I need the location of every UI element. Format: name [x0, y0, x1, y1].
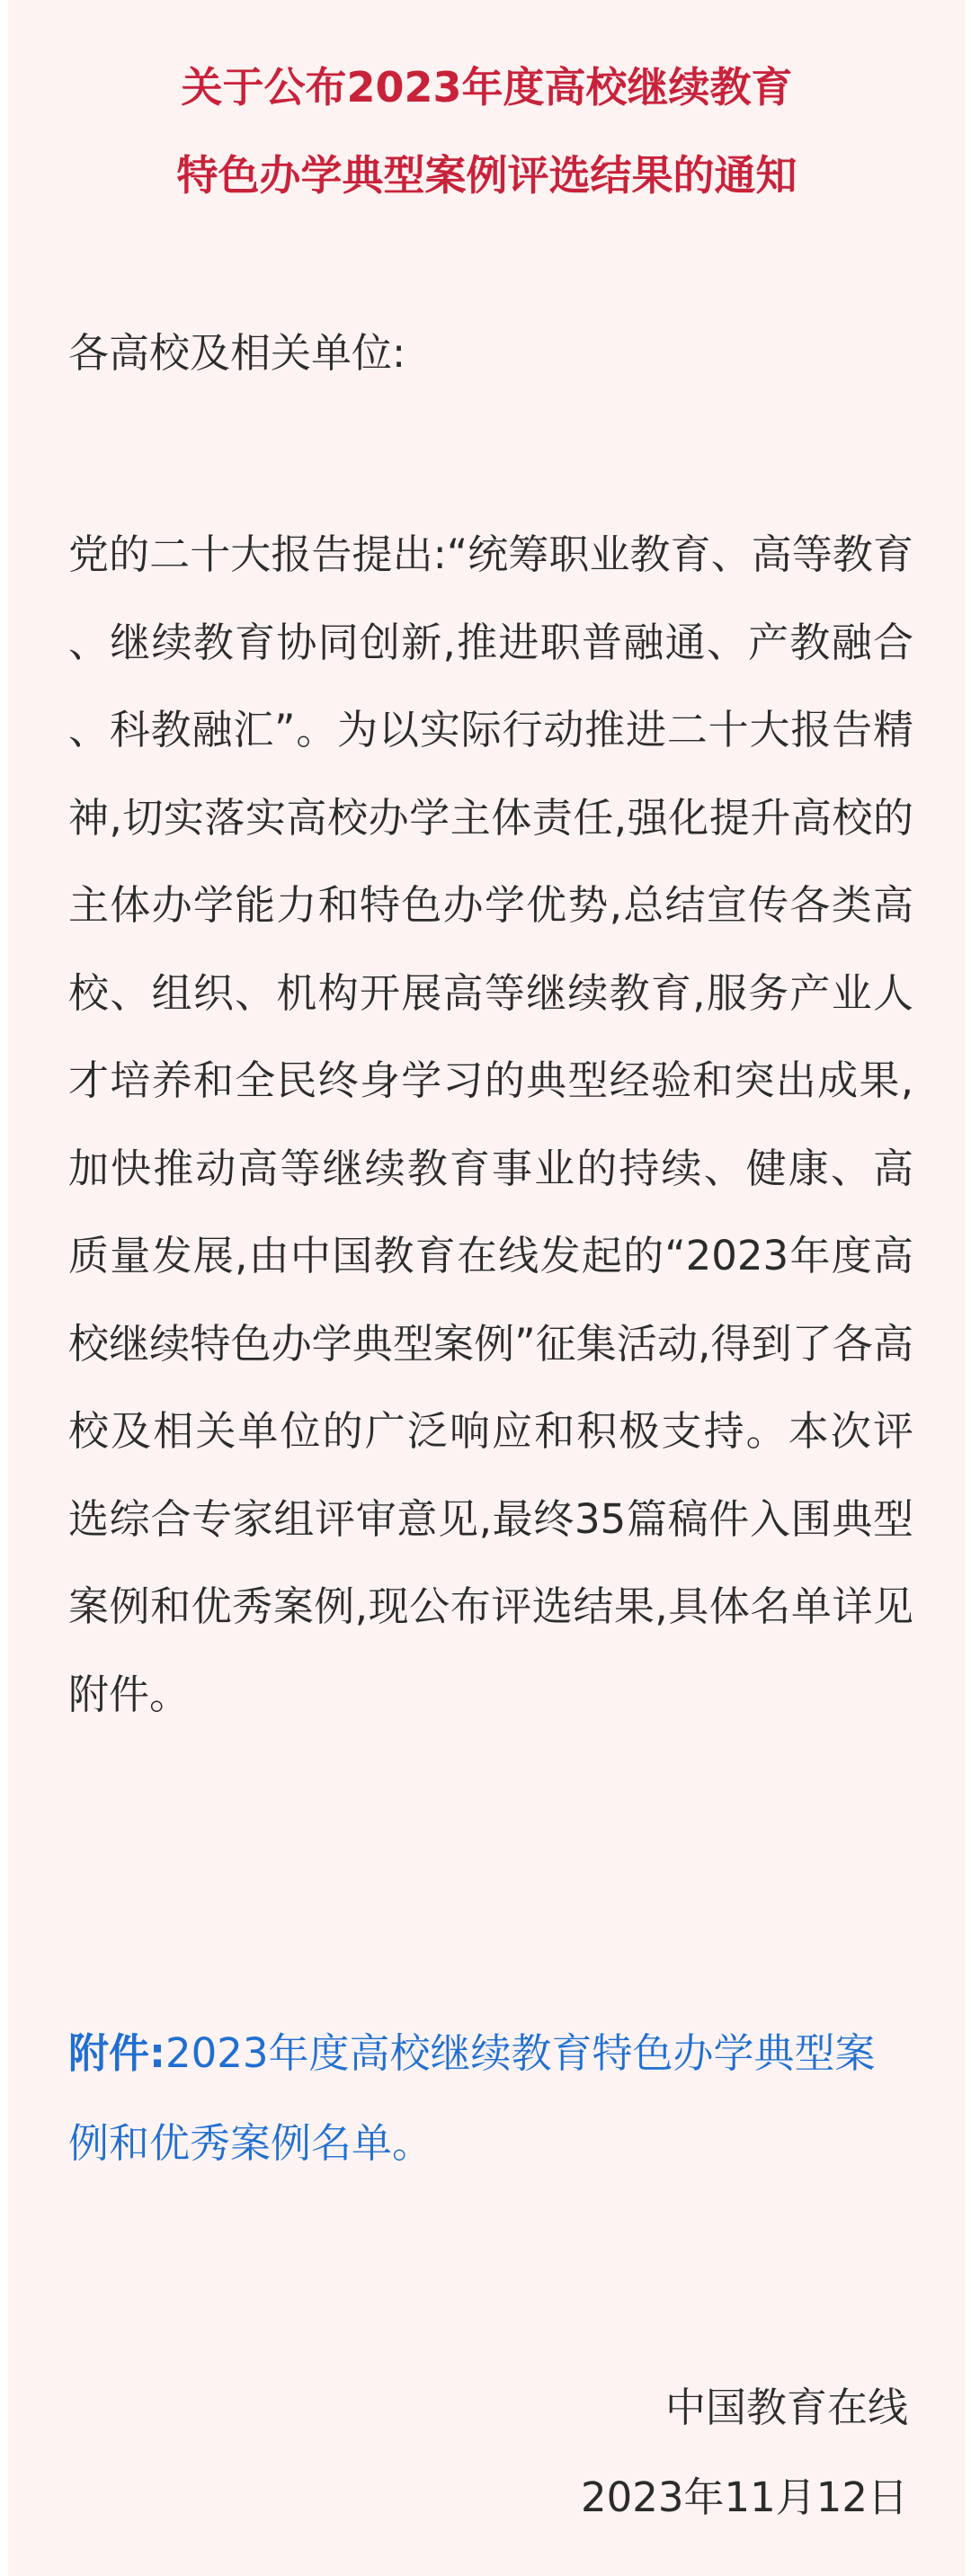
signature-organization: 中国教育在线	[664, 2384, 908, 2431]
attachment-line	[68, 2009, 913, 2188]
salutation: 各高校及相关单位:	[68, 329, 406, 377]
attachment-label: 附件:	[68, 2029, 165, 2077]
notice-document	[8, 0, 966, 2576]
notice-title-line-1: 关于公布2023年度高校继续教育	[181, 63, 793, 111]
attachment-link[interactable]: 2023年度高校继续教育特色办学典型案例和优秀案例名单。	[68, 2029, 876, 2167]
notice-body-paragraph: 党的二十大报告提出:“统筹职业教育、高等教育、继续教育协同创新,推进职普融通、产教融合、科教融汇”。为以实际行动推进二十大报告精神,切实落实高校办学主体责任,强化提升高校的主体办学能力和特色办学优势,总结宣传各类高校、组织、机构开展高等继续教育,服务产业人才培养和全民终身学习的典型经验和突出成果,加快推动高等继续教育事业的持续、健康、高质量发展,由中国教育在线发起的“2023年度高校继续特色办学典型案例”征集活动,得到了各高校及相关单位的广泛响应和积极支持。本次评选综合专家组评审意见,最终35篇稿件入围典型案例和优秀案例,现公布评选结果,具体名单详见附件。	[68, 530, 913, 1718]
signature-date: 2023年11月12日	[580, 2473, 908, 2521]
notice-title-line-2: 特色办学典型案例评选结果的通知	[176, 151, 797, 200]
